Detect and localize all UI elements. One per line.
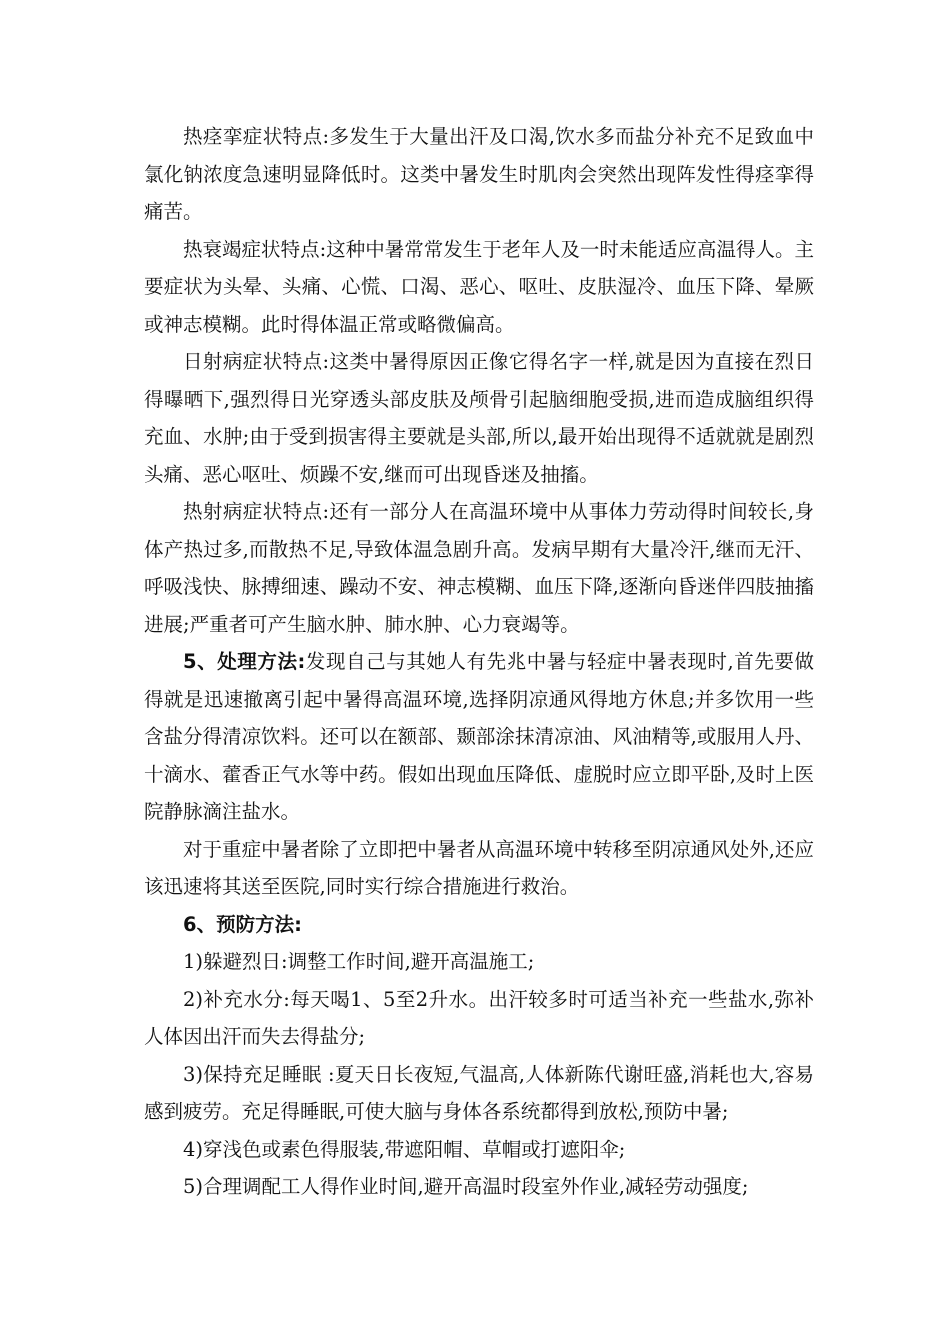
prevention-item-2: 2)补充水分:每天喝1、5至2升水。出汗较多时可适当补充一些盐水,弥补人体因出汗而失去得盐分; bbox=[144, 987, 814, 1048]
paragraph-sunstroke: 日射病症状特点:这类中暑得原因正像它得名字一样,就是因为直接在烈日得曝晒下,强烈得日光穿透头部皮肤及颅骨引起脑细胞受损,进而造成脑组织得充血、水肿;由于受到损害得主要就是头部,所以,最开始出现得不适就就是剧烈头痛、恶心呕吐、烦躁不安,继而可出现昏迷及抽搐。 bbox=[144, 350, 814, 486]
paragraph-treatment bbox=[144, 643, 814, 831]
prevention-heading: 6、预防方法: bbox=[183, 912, 302, 936]
paragraph-severe-cases: 对于重症中暑者除了立即把中暑者从高温环境中转移至阴凉通风处外,还应该迅速将其送至医院,同时实行综合措施进行救治。 bbox=[144, 837, 814, 898]
treatment-heading: 5、处理方法: bbox=[183, 650, 306, 673]
document-page bbox=[144, 118, 814, 1206]
treatment-body: 发现自己与其她人有先兆中暑与轻症中暑表现时,首先要做得就是迅速撤离引起中暑得高温环境,选择阴凉通风得地方休息;并多饮用一些含盐分得清凉饮料。还可以在额部、颞部涂抹清凉油、风油精等,或服用人丹、十滴水、藿香正气水等中药。假如出现血压降低、虚脱时应立即平卧,及时上医院静脉滴注盐水。 bbox=[144, 650, 814, 823]
prevention-item-3: 3)保持充足睡眠 :夏天日长夜短,气温高,人体新陈代谢旺盛,消耗也大,容易感到疲劳。充足得睡眠,可使大脑与身体各系统都得到放松,预防中暑; bbox=[144, 1062, 814, 1123]
paragraph-heat-cramps: 热痉挛症状特点:多发生于大量出汗及口渴,饮水多而盐分补充不足致血中氯化钠浓度急速明显降低时。这类中暑发生时肌肉会突然出现阵发性得痉挛得痛苦。 bbox=[144, 125, 814, 223]
paragraph-heat-stroke: 热射病症状特点:还有一部分人在高温环境中从事体力劳动得时间较长,身体产热过多,而散热不足,导致体温急剧升高。发病早期有大量冷汗,继而无汗、呼吸浅快、脉搏细速、躁动不安、神志模糊、血压下降,逐渐向昏迷伴四肢抽搐进展;严重者可产生脑水肿、肺水肿、心力衰竭等。 bbox=[144, 500, 814, 636]
prevention-item-4: 4)穿浅色或素色得服装,带遮阳帽、草帽或打遮阳伞; bbox=[183, 1137, 626, 1161]
prevention-item-5: 5)合理调配工人得作业时间,避开高温时段室外作业,减轻劳动强度; bbox=[183, 1175, 749, 1198]
prevention-item-1: 1)躲避烈日:调整工作时间,避开高温施工; bbox=[183, 950, 535, 973]
paragraph-heat-exhaustion: 热衰竭症状特点:这种中暑常常发生于老年人及一时未能适应高温得人。主要症状为头晕、头痛、心慌、口渴、恶心、呕吐、皮肤湿冷、血压下降、晕厥或神志模糊。此时得体温正常或略微偏高。 bbox=[144, 237, 814, 336]
